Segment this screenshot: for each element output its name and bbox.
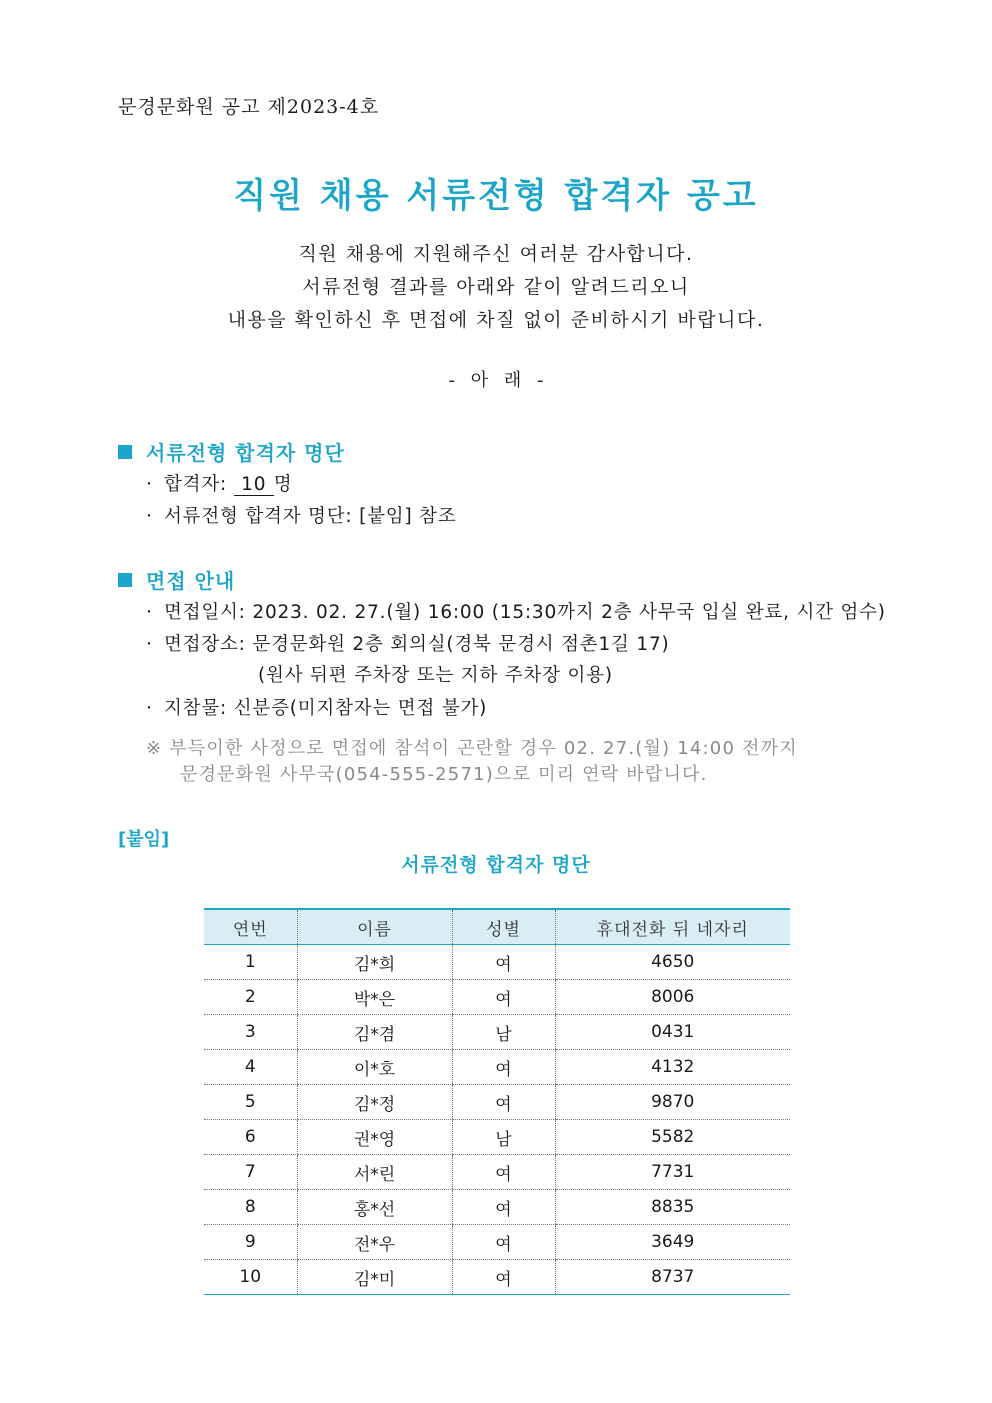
interview-items: 지참물: 신분증(미지참자는 면접 불가) bbox=[164, 698, 488, 719]
applicant-gender: 여 bbox=[452, 1260, 555, 1295]
applicant-gender: 여 bbox=[452, 1225, 555, 1260]
applicant-name: 홍*선 bbox=[297, 1190, 452, 1225]
phone-last-digits: 8835 bbox=[555, 1190, 790, 1225]
column-header: 휴대전화 뒤 네자리 bbox=[555, 909, 790, 945]
interview-place-item bbox=[146, 630, 670, 656]
applicant-name: 서*린 bbox=[297, 1155, 452, 1190]
phone-last-digits: 8737 bbox=[555, 1260, 790, 1295]
applicant-gender: 여 bbox=[452, 1085, 555, 1120]
bullet-dot-icon: · bbox=[146, 602, 153, 623]
section-heading-text: 서류전형 합격자 명단 bbox=[146, 441, 345, 465]
interview-datetime: 면접일시: 2023. 02. 27.(월) 16:00 (15:30까지 2층 사무국 입실 완료, 시간 엄수) bbox=[164, 602, 886, 623]
passers-count-item bbox=[146, 470, 292, 496]
bullet-dot-icon: · bbox=[146, 506, 153, 527]
table-row bbox=[204, 1155, 790, 1190]
phone-last-digits: 4132 bbox=[555, 1050, 790, 1085]
phone-last-digits: 7731 bbox=[555, 1155, 790, 1190]
table-row bbox=[204, 1190, 790, 1225]
interview-place-note: (원사 뒤편 주차장 또는 지하 주차장 이용) bbox=[258, 665, 613, 686]
column-header: 성별 bbox=[452, 909, 555, 945]
row-number: 9 bbox=[204, 1225, 297, 1260]
phone-last-digits: 0431 bbox=[555, 1015, 790, 1050]
applicant-name: 김*희 bbox=[297, 945, 452, 980]
row-number: 6 bbox=[204, 1120, 297, 1155]
row-number: 1 bbox=[204, 945, 297, 980]
square-bullet-icon bbox=[118, 445, 132, 459]
column-header: 연번 bbox=[204, 909, 297, 945]
applicant-name: 김*겸 bbox=[297, 1015, 452, 1050]
passers-label: 합격자: bbox=[164, 474, 228, 495]
phone-last-digits: 3649 bbox=[555, 1225, 790, 1260]
interview-datetime-item bbox=[146, 598, 886, 624]
passers-list-ref-item bbox=[146, 502, 457, 528]
intro-line: 내용을 확인하신 후 면접에 차질 없이 준비하시기 바랍니다. bbox=[227, 309, 765, 331]
applicant-name: 이*호 bbox=[297, 1050, 452, 1085]
intro-paragraph bbox=[0, 238, 992, 337]
table-header-row bbox=[204, 909, 790, 945]
section-heading-text: 면접 안내 bbox=[146, 569, 236, 593]
applicant-name: 김*미 bbox=[297, 1260, 452, 1295]
intro-line: 직원 채용에 지원해주신 여러분 감사합니다. bbox=[298, 243, 694, 265]
row-number: 5 bbox=[204, 1085, 297, 1120]
phone-last-digits: 9870 bbox=[555, 1085, 790, 1120]
row-number: 3 bbox=[204, 1015, 297, 1050]
table-title: 서류전형 합격자 명단 bbox=[401, 854, 591, 876]
phone-last-digits: 8006 bbox=[555, 980, 790, 1015]
table-row bbox=[204, 1120, 790, 1155]
table-row bbox=[204, 945, 790, 980]
row-number: 2 bbox=[204, 980, 297, 1015]
interview-place: 면접장소: 문경문화원 2층 회의실(경북 문경시 점촌1길 17) bbox=[164, 634, 670, 655]
applicant-gender: 여 bbox=[452, 945, 555, 980]
interview-items-item bbox=[146, 694, 487, 720]
applicant-name: 권*영 bbox=[297, 1120, 452, 1155]
table-row bbox=[204, 980, 790, 1015]
row-number: 4 bbox=[204, 1050, 297, 1085]
column-header: 이름 bbox=[297, 909, 452, 945]
table-row bbox=[204, 1015, 790, 1050]
page-title: 직원 채용 서류전형 합격자 공고 bbox=[233, 176, 759, 216]
section-heading-passers bbox=[118, 437, 345, 466]
row-number: 8 bbox=[204, 1190, 297, 1225]
intro-line: 서류전형 결과를 아래와 같이 알려드리오니 bbox=[302, 276, 690, 298]
applicant-gender: 남 bbox=[452, 1120, 555, 1155]
phone-last-digits: 4650 bbox=[555, 945, 790, 980]
applicant-gender: 남 bbox=[452, 1015, 555, 1050]
applicant-name: 전*우 bbox=[297, 1225, 452, 1260]
notice-line: 문경문화원 사무국(054-555-2571)으로 미리 연락 바랍니다. bbox=[180, 764, 708, 785]
applicant-gender: 여 bbox=[452, 980, 555, 1015]
passers-count: 10 bbox=[234, 475, 274, 496]
table-row bbox=[204, 1085, 790, 1120]
applicant-gender: 여 bbox=[452, 1155, 555, 1190]
notice-number: 문경문화원 공고 제2023-4호 bbox=[118, 96, 380, 118]
notice-line: ※ 부득이한 사정으로 면접에 참석이 곤란할 경우 02. 27.(월) 14:00 전까지 bbox=[146, 738, 798, 759]
passers-table bbox=[204, 908, 790, 1295]
applicant-name: 김*정 bbox=[297, 1085, 452, 1120]
bullet-dot-icon: · bbox=[146, 474, 153, 495]
passers-list-ref: 서류전형 합격자 명단: [붙임] 참조 bbox=[164, 506, 457, 527]
passers-unit: 명 bbox=[273, 474, 293, 495]
attachment-label: [붙임] bbox=[118, 829, 170, 850]
row-number: 7 bbox=[204, 1155, 297, 1190]
section-heading-interview bbox=[118, 565, 235, 594]
applicant-gender: 여 bbox=[452, 1190, 555, 1225]
table-row bbox=[204, 1225, 790, 1260]
below-marker: - 아 래 - bbox=[448, 370, 544, 391]
table-row bbox=[204, 1050, 790, 1085]
phone-last-digits: 5582 bbox=[555, 1120, 790, 1155]
bullet-dot-icon: · bbox=[146, 634, 153, 655]
row-number: 10 bbox=[204, 1260, 297, 1295]
table-row bbox=[204, 1260, 790, 1295]
applicant-gender: 여 bbox=[452, 1050, 555, 1085]
bullet-dot-icon: · bbox=[146, 698, 153, 719]
square-bullet-icon bbox=[118, 573, 132, 587]
applicant-name: 박*은 bbox=[297, 980, 452, 1015]
